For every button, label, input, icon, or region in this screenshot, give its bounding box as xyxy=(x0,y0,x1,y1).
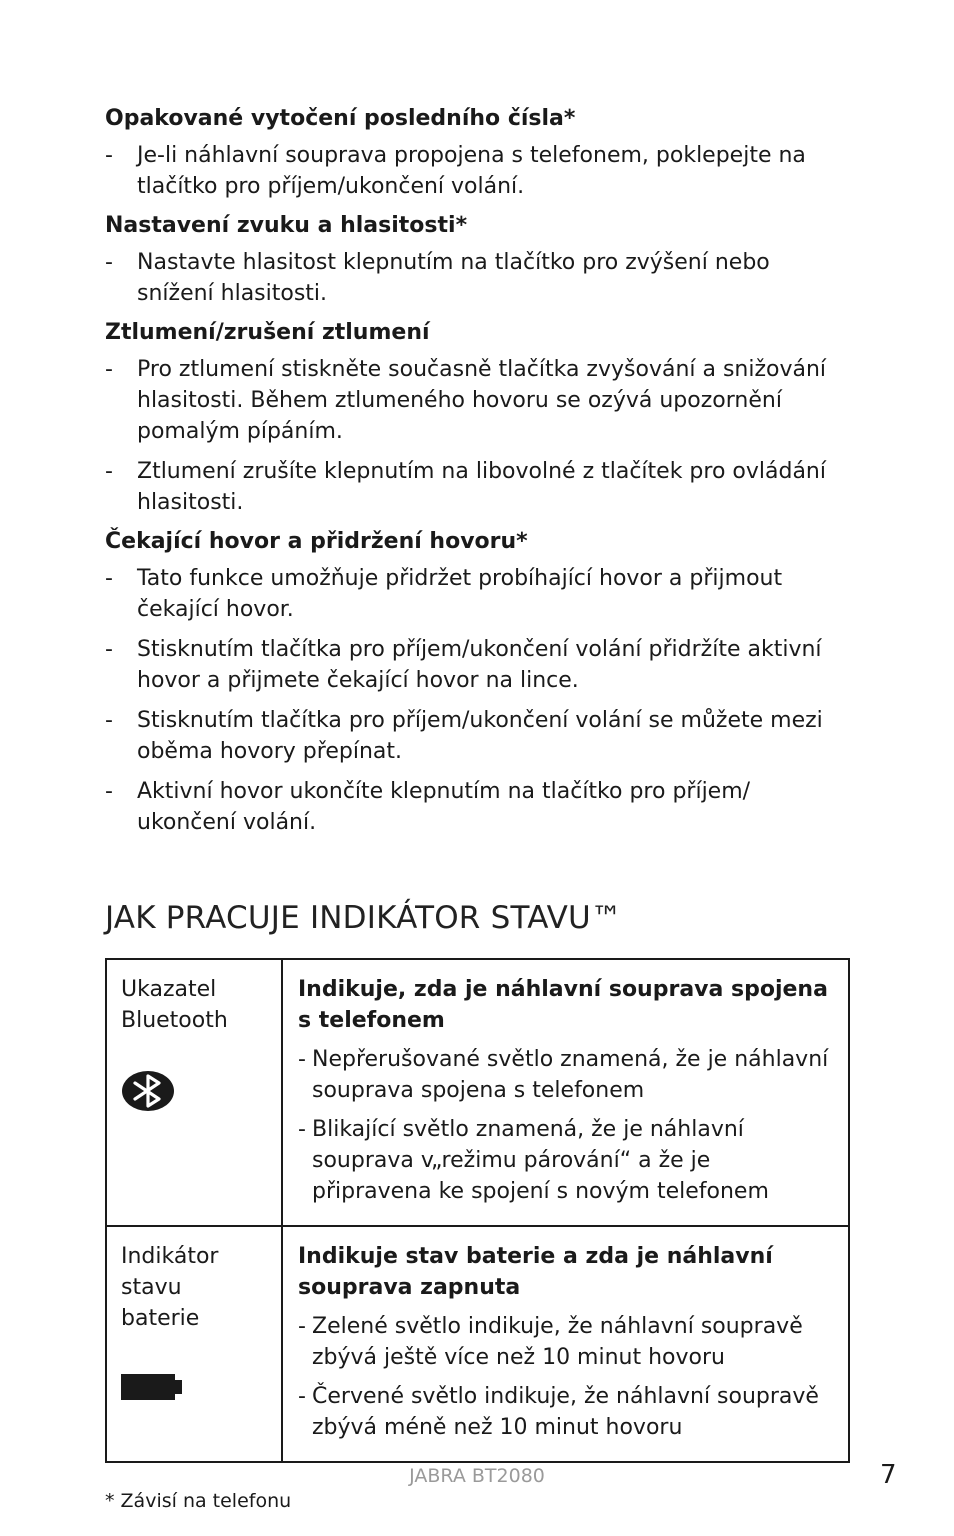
list-item-text: Je-li náhlavní souprava propojena s telefonem, poklepejte na tlačítko pro příjem/ukončení volání. xyxy=(137,143,806,199)
section-list xyxy=(105,140,850,202)
section-list xyxy=(105,247,850,309)
section-redial xyxy=(105,104,850,202)
dash-bullet: - xyxy=(298,1314,306,1339)
footnote: * Závisí na telefonu xyxy=(105,1490,292,1512)
dash-bullet: - xyxy=(105,143,113,168)
indicator-heading: JAK PRACUJE INDIKÁTOR STAVU™ xyxy=(105,900,623,936)
list-item xyxy=(105,776,850,838)
dash-bullet: - xyxy=(105,779,113,804)
description-item xyxy=(298,1114,836,1207)
dash-bullet: - xyxy=(105,250,113,275)
dash-bullet: - xyxy=(298,1117,306,1142)
list-item xyxy=(105,563,850,625)
section-heading: Nastavení zvuku a hlasitosti* xyxy=(105,213,468,238)
list-item-text: Tato funkce umožňuje přidržet probíhající hovor a přijmout čekající hovor. xyxy=(137,566,783,622)
section-heading: Opakované vytočení posledního čísla* xyxy=(105,106,576,131)
indicator-label-cell xyxy=(106,1226,282,1462)
dash-bullet: - xyxy=(105,708,113,733)
dash-bullet: - xyxy=(105,566,113,591)
section-mute xyxy=(105,318,850,518)
section-volume xyxy=(105,211,850,309)
list-item xyxy=(105,140,850,202)
list-item xyxy=(105,354,850,447)
dash-bullet: - xyxy=(105,637,113,662)
bluetooth-icon xyxy=(121,1070,175,1112)
instructions-body xyxy=(105,104,850,847)
list-item-text: Stisknutím tlačítka pro příjem/ukončení volání přidržíte aktivní hovor a přijmete čekající hovor na lince. xyxy=(137,637,822,693)
dash-bullet: - xyxy=(105,357,113,382)
footer-brand: JABRA BT2080 xyxy=(409,1465,545,1487)
section-list xyxy=(105,563,850,838)
indicator-description-cell xyxy=(282,959,849,1226)
section-heading: Ztlumení/zrušení ztlumení xyxy=(105,320,430,345)
list-item-text: Stisknutím tlačítka pro příjem/ukončení volání se můžete mezi oběma hovory přepínat. xyxy=(137,708,823,764)
description-item-text: Červené světlo indikuje, že náhlavní soupravě zbývá méně než 10 minut hovoru xyxy=(312,1384,819,1440)
indicator-description-cell xyxy=(282,1226,849,1462)
list-item xyxy=(105,247,850,309)
status-indicator-table xyxy=(105,958,850,1463)
description-item xyxy=(298,1044,836,1106)
description-item xyxy=(298,1381,836,1443)
table-row xyxy=(106,959,849,1226)
list-item-text: Pro ztlumení stiskněte současně tlačítka zvyšování a snižování hlasitosti. Během ztlumeného hovoru se ozývá upozornění pomalým pípáním. xyxy=(137,357,827,444)
list-item-text: Ztlumení zrušíte klepnutím na libovolné z tlačítek pro ovládání hlasitosti. xyxy=(137,459,826,515)
section-list xyxy=(105,354,850,518)
dash-bullet: - xyxy=(298,1047,306,1072)
description-item-text: Blikající světlo znamená, že je náhlavní souprava v„režimu párování“ a že je připravena ke spojení s novým telefonem xyxy=(312,1117,769,1204)
table-row xyxy=(106,1226,849,1462)
list-item xyxy=(105,456,850,518)
description-item-text: Zelené světlo indikuje, že náhlavní soupravě zbývá ještě více než 10 minut hovoru xyxy=(312,1314,803,1370)
list-item xyxy=(105,634,850,696)
description-item xyxy=(298,1311,836,1373)
indicator-description-title: Indikuje stav baterie a zda je náhlavní souprava zapnuta xyxy=(298,1244,773,1300)
description-item-text: Nepřerušované světlo znamená, že je náhlavní souprava spojena s telefonem xyxy=(312,1047,829,1103)
battery-icon xyxy=(121,1372,183,1402)
section-heading: Čekající hovor a přidržení hovoru* xyxy=(105,529,528,554)
list-item-text: Aktivní hovor ukončíte klepnutím na tlačítko pro příjem/ ukončení volání. xyxy=(137,779,751,835)
indicator-label: Indikátor stavu baterie xyxy=(121,1244,219,1331)
list-item-text: Nastavte hlasitost klepnutím na tlačítko pro zvýšení nebo snížení hlasitosti. xyxy=(137,250,770,306)
indicator-description-title: Indikuje, zda je náhlavní souprava spojena s telefonem xyxy=(298,977,828,1033)
page-number: 7 xyxy=(880,1460,897,1490)
dash-bullet: - xyxy=(105,459,113,484)
indicator-label-cell xyxy=(106,959,282,1226)
list-item xyxy=(105,705,850,767)
dash-bullet: - xyxy=(298,1384,306,1409)
section-call-waiting xyxy=(105,527,850,838)
indicator-label: Ukazatel Bluetooth xyxy=(121,977,228,1033)
